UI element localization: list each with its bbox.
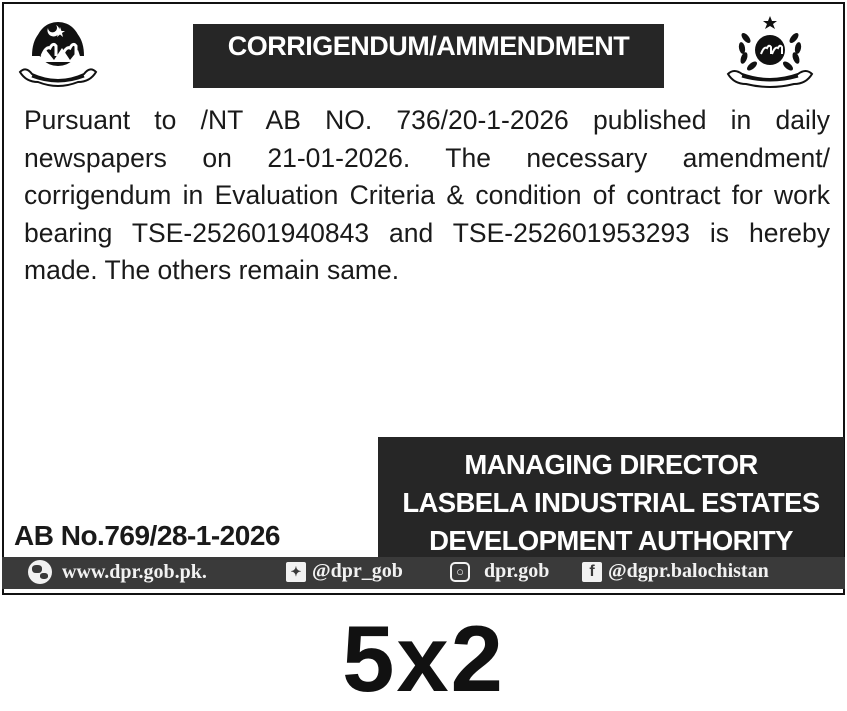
footer-twitter[interactable] xyxy=(286,560,403,583)
instagram-icon: ○ xyxy=(450,562,470,582)
instagram-handle[interactable]: dpr.gob xyxy=(484,560,550,582)
balochistan-emblem-logo xyxy=(18,16,114,92)
signature-line-title: MANAGING DIRECTOR xyxy=(464,449,758,480)
notice-body-text: Pursuant to /NT AB NO. 736/20-1-2026 published in daily newspapers on 21-01-2026. The necessary amendment/ corrigendum in Evaluation Criteria & condition of contract for work bearing TSE-252601940843 and TSE-252601953293 is hereby made. The others remain same. xyxy=(24,105,830,285)
facebook-handle[interactable]: @dgpr.balochistan xyxy=(608,560,769,582)
globe-icon xyxy=(28,560,52,584)
footer-contact-bar xyxy=(2,557,845,589)
footer-facebook[interactable] xyxy=(582,560,769,583)
twitter-handle[interactable]: @dpr_gob xyxy=(312,560,403,582)
advertisement-frame xyxy=(2,2,845,595)
ad-size-label: 5x2 xyxy=(342,606,505,711)
notice-title: CORRIGENDUM/AMMENDMENT xyxy=(193,24,664,88)
website-link[interactable]: www.dpr.gob.pk. xyxy=(62,560,207,583)
signature-line-organization: LASBELA INDUSTRIAL ESTATES xyxy=(402,487,820,518)
twitter-icon: ✦ xyxy=(286,562,306,582)
dpr-emblem-logo xyxy=(720,14,820,90)
advertisement-number: AB No.769/28-1-2026 xyxy=(14,520,280,551)
facebook-icon: f xyxy=(582,562,602,582)
footer-website[interactable] xyxy=(28,560,207,584)
signature-line-authority: DEVELOPMENT AUTHORITY xyxy=(429,525,793,556)
signature-block xyxy=(378,437,844,561)
footer-instagram[interactable] xyxy=(450,560,549,583)
